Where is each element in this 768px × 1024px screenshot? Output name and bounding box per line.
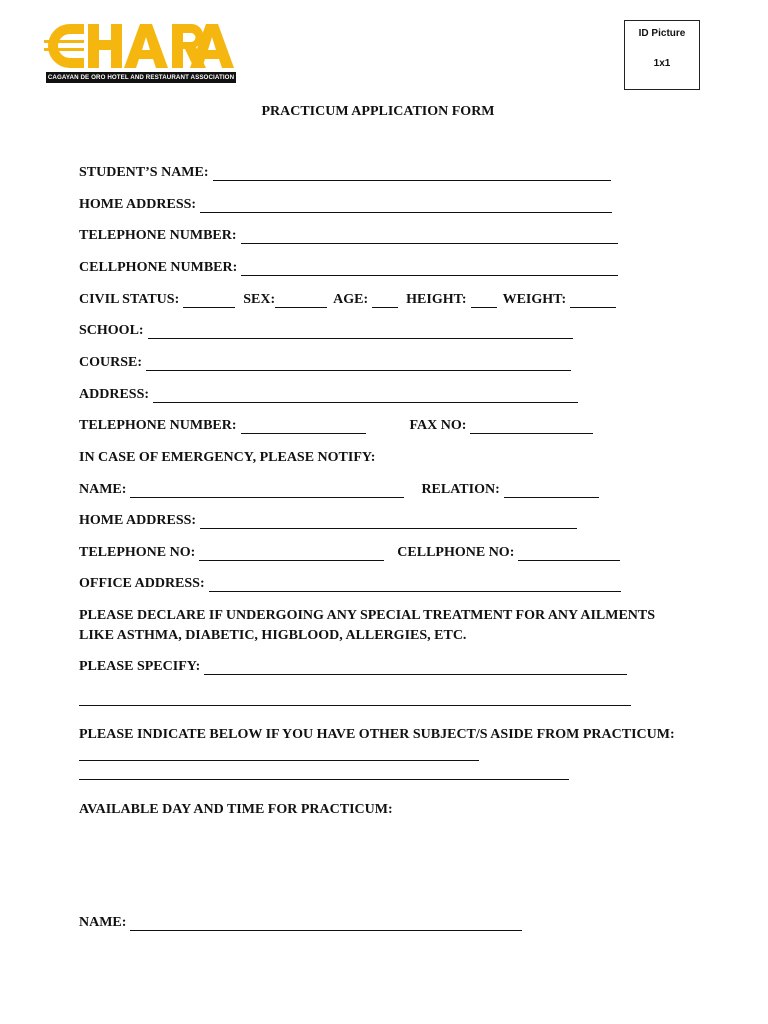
personal-info-row (79, 292, 616, 308)
cellphone-no-label: CELLPHONE NO: (397, 545, 515, 560)
relation-label: RELATION: (421, 482, 500, 497)
weight-field[interactable] (570, 294, 616, 308)
final-name-label: NAME: (79, 915, 127, 930)
please-specify-row (79, 659, 627, 675)
height-field[interactable] (471, 294, 497, 308)
office-address-row (79, 576, 621, 592)
id-picture-label: ID Picture (638, 28, 686, 39)
office-address-label: OFFICE ADDRESS: (79, 576, 205, 591)
emergency-name-row (79, 482, 599, 498)
school-field[interactable] (148, 325, 573, 339)
cellphone-number-field[interactable] (241, 262, 618, 276)
school-telephone-field[interactable] (241, 420, 366, 434)
home-address-row (79, 197, 612, 213)
declare-line-1: PLEASE DECLARE IF UNDERGOING ANY SPECIAL TREATMENT FOR ANY AILMENTS (79, 608, 656, 623)
cellphone-no-field[interactable] (518, 547, 620, 561)
telephone-number-row (79, 228, 618, 244)
emergency-home-address-label: HOME ADDRESS: (79, 513, 197, 528)
other-subjects-field-line-2[interactable] (79, 779, 569, 780)
civil-status-label: CIVIL STATUS: (79, 292, 180, 307)
school-telephone-row (79, 418, 593, 434)
course-row (79, 355, 571, 371)
home-address-field[interactable] (200, 199, 612, 213)
school-label: SCHOOL: (79, 323, 144, 338)
declare-line-2: LIKE ASTHMA, DIABETIC, HIGBLOOD, ALLERGIES, ETC. (79, 628, 467, 643)
telephone-no-label: TELEPHONE NO: (79, 545, 196, 560)
course-label: COURSE: (79, 355, 143, 370)
logo-subtitle: CAGAYAN DE ORO HOTEL AND RESTAURANT ASSOCIATION (47, 74, 235, 81)
course-field[interactable] (146, 357, 571, 371)
weight-label: WEIGHT: (502, 292, 567, 307)
cellphone-number-label: CELLPHONE NUMBER: (79, 260, 238, 275)
emergency-home-address-field[interactable] (200, 515, 577, 529)
sex-label: SEX: (243, 292, 276, 307)
height-label: HEIGHT: (406, 292, 467, 307)
emergency-phone-row (79, 545, 620, 561)
relation-field[interactable] (504, 484, 599, 498)
emergency-home-address-row (79, 513, 577, 529)
address-label: ADDRESS: (79, 387, 150, 402)
id-picture-box (624, 20, 700, 90)
please-specify-field-line-2[interactable] (79, 705, 631, 706)
student-name-row (79, 165, 611, 181)
please-specify-field[interactable] (204, 661, 627, 675)
telephone-no-field[interactable] (199, 547, 384, 561)
emergency-name-field[interactable] (130, 484, 404, 498)
student-name-label: STUDENT’S NAME: (79, 165, 209, 180)
school-row (79, 323, 573, 339)
please-specify-label: PLEASE SPECIFY: (79, 659, 201, 674)
form-title: PRACTICUM APPLICATION FORM (261, 104, 495, 119)
home-address-label: HOME ADDRESS: (79, 197, 197, 212)
address-field[interactable] (153, 389, 578, 403)
fax-no-label: FAX NO: (409, 418, 467, 433)
age-field[interactable] (372, 294, 398, 308)
telephone-number-label: TELEPHONE NUMBER: (79, 228, 237, 243)
office-address-field[interactable] (209, 578, 621, 592)
cellphone-number-row (79, 260, 618, 276)
other-subjects-label: PLEASE INDICATE BELOW IF YOU HAVE OTHER SUBJECT/S ASIDE FROM PRACTICUM: (79, 727, 675, 742)
fax-no-field[interactable] (470, 420, 593, 434)
student-name-field[interactable] (213, 167, 611, 181)
final-name-row (79, 915, 522, 931)
other-subjects-field-line-1[interactable] (79, 760, 479, 761)
age-label: AGE: (333, 292, 369, 307)
civil-status-field[interactable] (183, 294, 235, 308)
emergency-heading: IN CASE OF EMERGENCY, PLEASE NOTIFY: (79, 450, 376, 465)
final-name-field[interactable] (130, 917, 522, 931)
telephone-number-field[interactable] (241, 230, 618, 244)
school-telephone-label: TELEPHONE NUMBER: (79, 418, 237, 433)
address-row (79, 387, 578, 403)
id-picture-size: 1x1 (653, 58, 671, 69)
emergency-name-label: NAME: (79, 482, 127, 497)
sex-field[interactable] (275, 294, 327, 308)
available-day-time-label: AVAILABLE DAY AND TIME FOR PRACTICUM: (79, 802, 393, 817)
